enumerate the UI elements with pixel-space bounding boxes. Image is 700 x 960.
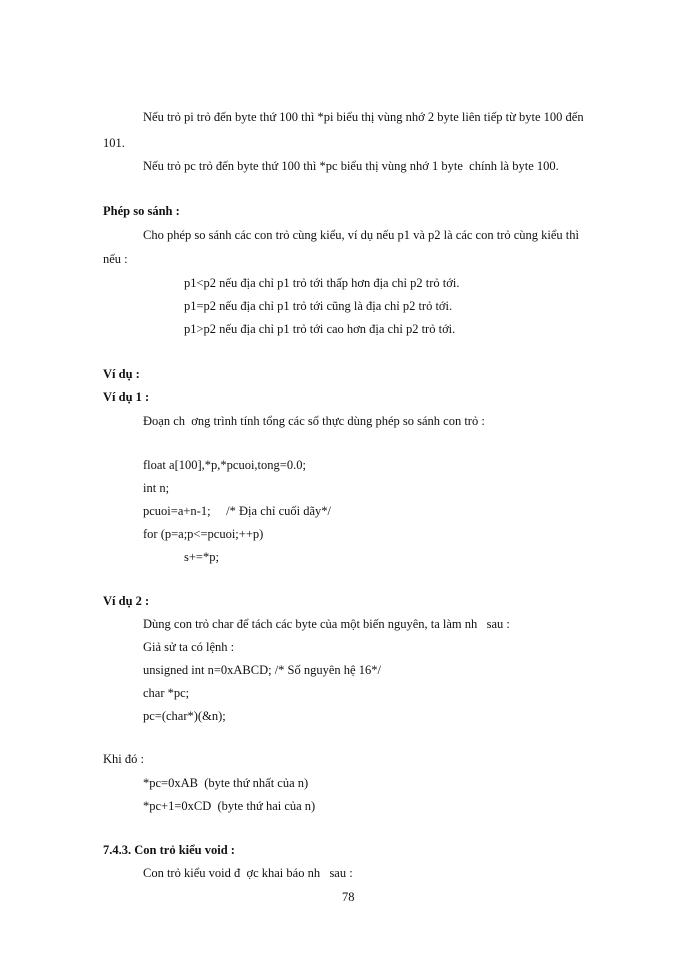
example2-description: Dùng con trỏ char để tách các byte của một biến nguyên, ta làm nh sau : [143, 617, 510, 631]
then-label: Khi đó : [103, 752, 144, 766]
comparison-rule-eq: p1=p2 nếu địa chỉ p1 trỏ tới cũng là địa chỉ p2 trỏ tới. [184, 299, 453, 313]
code-line: for (p=a;p<=pcuoi;++p) [143, 527, 264, 541]
code-line: pcuoi=a+n-1; /* Địa chỉ cuối dãy*/ [143, 504, 332, 518]
example2-line: Giả sử ta có lệnh : [143, 640, 235, 654]
comparison-heading: Phép so sánh : [103, 204, 180, 218]
comparison-intro-line2: nếu : [103, 252, 128, 266]
page-number: 78 [342, 890, 355, 904]
comparison-rule-gt: p1>p2 nếu địa chỉ p1 trỏ tới cao hơn địa chỉ p2 trỏ tới. [184, 322, 456, 336]
example2-line: unsigned int n=0xABCD; /* Số nguyên hệ 16*/ [143, 663, 381, 677]
comparison-rule-lt: p1<p2 nếu địa chỉ p1 trỏ tới thấp hơn địa chỉ p2 trỏ tới. [184, 276, 460, 290]
example2-heading: Ví dụ 2 : [103, 594, 150, 608]
result-line: *pc=0xAB (byte thứ nhất của n) [143, 776, 309, 790]
code-line: int n; [143, 481, 170, 495]
code-line: s+=*p; [184, 550, 219, 564]
example2-line: char *pc; [143, 686, 190, 700]
para1-line2: 101. [103, 136, 125, 150]
result-line: *pc+1=0xCD (byte thứ hai của n) [143, 799, 316, 813]
para1-line3: Nếu trỏ pc trỏ đến byte thứ 100 thì *pc biểu thị vùng nhớ 1 byte chính là byte 100. [143, 159, 559, 173]
comparison-intro-line1: Cho phép so sánh các con trỏ cùng kiểu, ví dụ nếu p1 và p2 là các con trỏ cùng kiểu thì [143, 228, 579, 242]
section-description: Con trỏ kiểu void đ ợc khai báo nh sau : [143, 866, 353, 880]
example1-heading: Ví dụ 1 : [103, 390, 150, 404]
code-line: float a[100],*p,*pcuoi,tong=0.0; [143, 458, 306, 472]
para1-line1: Nếu trỏ pi trỏ đến byte thứ 100 thì *pi biểu thị vùng nhớ 2 byte liên tiếp từ byte 100 đến [143, 110, 584, 124]
example1-description: Đoạn ch ơng trình tính tổng các số thực dùng phép so sánh con trỏ : [143, 414, 485, 428]
section-heading: 7.4.3. Con trỏ kiểu void : [103, 843, 235, 857]
examples-heading: Ví dụ : [103, 367, 140, 381]
example2-line: pc=(char*)(&n); [143, 709, 226, 723]
